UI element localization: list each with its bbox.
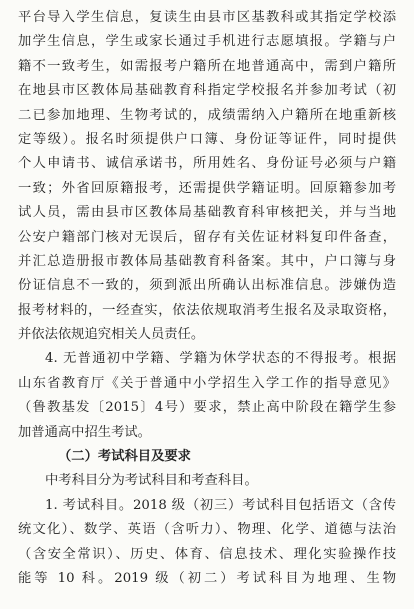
paragraph-line: 能等 10 科。2019 级（初二）考试科目为地理、生物 bbox=[18, 570, 396, 586]
paragraph-line: 报考材料的，一经查实，依法依规取消考生报名及录取资格， bbox=[18, 302, 396, 318]
paragraph-line: 平台导入学生信息，复读生由县市区基教科或其指定学校添 bbox=[18, 10, 396, 25]
paragraph-line: （含安全常识）、历史、体育、信息技术、理化实验操作技 bbox=[18, 546, 396, 562]
paragraph-line: 4. 无普通初中学籍、学籍为休学状态的不得报考。根据 bbox=[45, 351, 396, 367]
paragraph-line: 加普通高中招生考试。 bbox=[18, 424, 151, 440]
paragraph-line: 份证信息不一致的，须到派出所确认出标准信息。涉嫌伪造 bbox=[18, 278, 396, 294]
paragraph-line: 个人申请书、诚信承诺书，所用姓名、身份证号必须与户籍 bbox=[18, 156, 396, 172]
paragraph-line: 试人员，需由县市区教体局基础教育科审核把关，并与当地 bbox=[18, 205, 396, 221]
paragraph-line: 统文化）、数学、英语（含听力）、物理、化学、道德与法治 bbox=[18, 522, 396, 538]
paragraph-line: 1. 考试科目。2018 级（初三）考试科目包括语文（含传 bbox=[45, 497, 396, 513]
paragraph-line: 山东省教育厅《关于普通中小学招生入学工作的指导意见》 bbox=[18, 375, 396, 391]
paragraph-line: 并依法依规追究相关人员责任。 bbox=[18, 327, 205, 343]
paragraph-line: 一致；外省回原籍报考，还需提供学籍证明。回原籍参加考 bbox=[18, 180, 396, 196]
paragraph-line: 定等级）。报名时须提供户口簿、身份证等证件，同时提供 bbox=[18, 131, 396, 147]
paragraph-line: 并汇总造册报市教体局基础教育科备案。其中，户口簿与身 bbox=[18, 253, 396, 269]
paragraph-line: 籍不一致考生，如需报考户籍所在地普通高中，需到户籍所 bbox=[18, 58, 396, 74]
paragraph-line: 公安户籍部门核对无误后，留存有关佐证材料复印件备查， bbox=[18, 229, 396, 245]
paragraph-line: 加学生信息，学生或家长通过手机进行志愿填报。学籍与户 bbox=[18, 34, 396, 50]
paragraph-line: 在地县市区教体局基础教育科指定学校报名并参加考试（初 bbox=[18, 83, 396, 99]
paragraph-line: 中考科目分为考试科目和考查科目。 bbox=[45, 473, 258, 489]
paragraph-line: 二已参加地理、生物考试的，成绩需纳入户籍所在地重新核 bbox=[18, 107, 396, 123]
paragraph-line: （鲁教基发〔2015〕4号）要求，禁止高中阶段在籍学生参 bbox=[18, 400, 396, 416]
section-heading: （二）考试科目及要求 bbox=[58, 449, 191, 465]
